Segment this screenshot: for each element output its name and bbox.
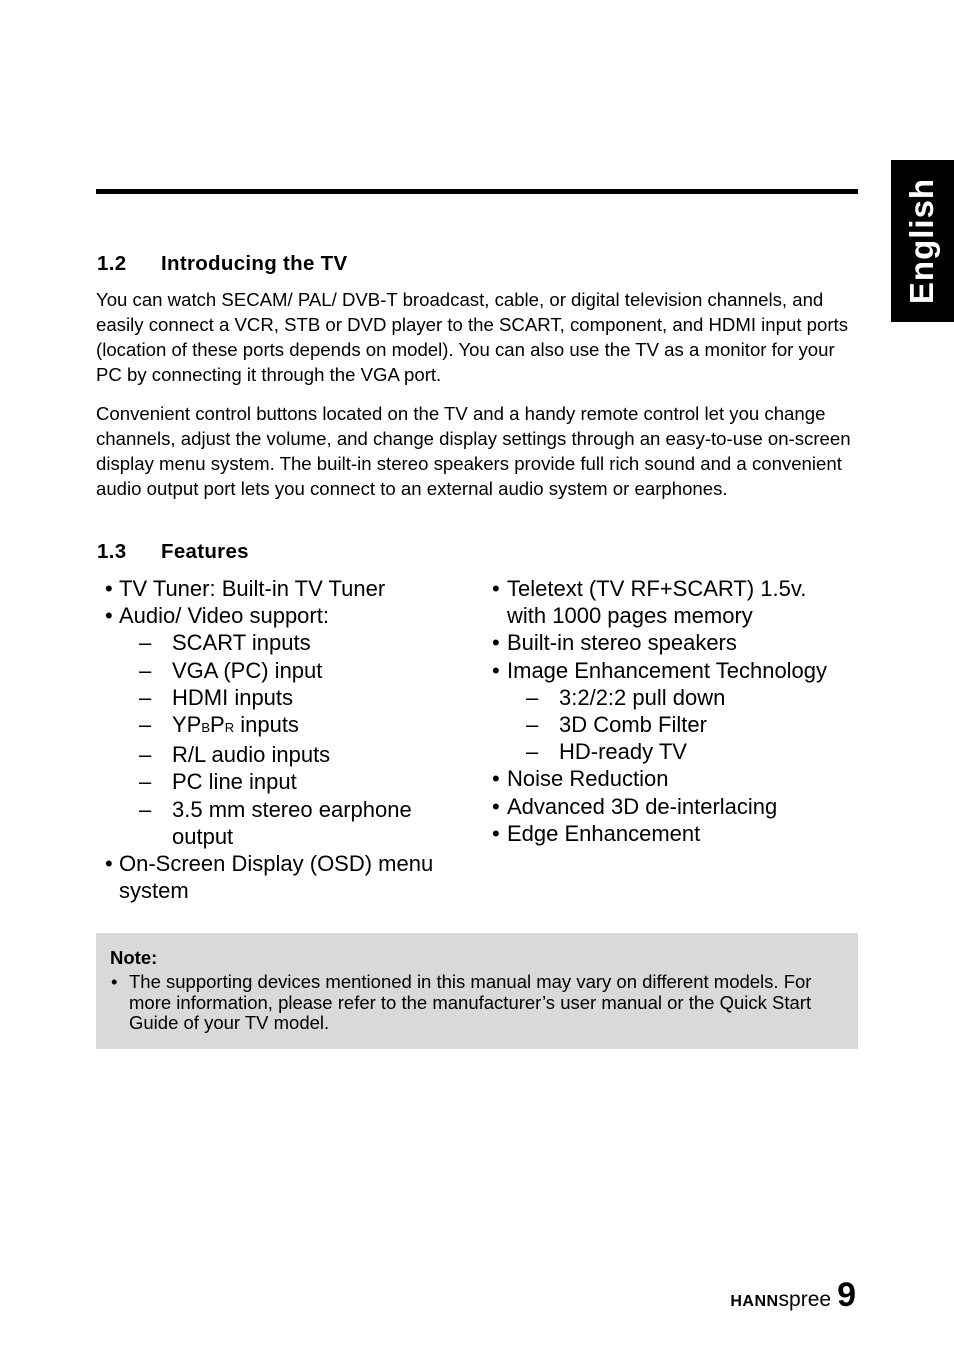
ypbpr-r: R <box>224 720 235 736</box>
language-tab <box>891 160 954 322</box>
ypbpr-b: B <box>201 720 211 736</box>
list-item: – R/L audio inputs <box>97 741 467 768</box>
list-item: • Noise Reduction <box>484 765 858 792</box>
list-item: • On-Screen Display (OSD) menu system <box>97 850 449 904</box>
features-list-right <box>484 575 858 847</box>
ypbpr-p: P <box>210 712 225 738</box>
list-item: – 3D Comb Filter <box>484 711 858 738</box>
list-item: • TV Tuner: Built-in TV Tuner <box>97 575 467 602</box>
list-item: – SCART inputs <box>97 629 467 656</box>
section-title: Introducing the TV <box>161 252 348 275</box>
list-item: • Audio/ Video support: <box>97 602 467 629</box>
list-item: • Teletext (TV RF+SCART) 1.5v. with 1000 pages memory <box>484 575 837 629</box>
page-number: 9 <box>837 1276 856 1314</box>
list-item <box>97 711 467 741</box>
section-number: 1.3 <box>97 540 127 563</box>
top-rule <box>96 189 858 194</box>
list-item: – VGA (PC) input <box>97 657 467 684</box>
section-title: Features <box>161 540 249 563</box>
list-item: • Built-in stereo speakers <box>484 629 858 656</box>
list-item: – 3.5 mm stereo earphone output <box>97 796 442 850</box>
list-item: • Image Enhancement Technology <box>484 657 858 684</box>
features-list-left <box>97 575 467 904</box>
list-item: • Advanced 3D de-interlacing <box>484 793 858 820</box>
list-item: – HDMI inputs <box>97 684 467 711</box>
section-number: 1.2 <box>97 252 127 275</box>
section-heading-intro <box>97 252 347 276</box>
intro-paragraph-2: Convenient control buttons located on the TV and a handy remote control let you change channels, adjust the volume, and change display settings through an easy-to-use on-screen display menu system. The built-in stereo speakers provide full rich sound and a convenient audio output port lets you connect to an external audio system or earphones. <box>96 403 851 499</box>
note-box <box>96 933 858 1049</box>
ypbpr-y: YP <box>172 712 202 738</box>
footer <box>730 1276 856 1315</box>
brand-logo-light: spree <box>778 1288 832 1311</box>
note-text: • The supporting devices mentioned in this manual may vary on different models. For more information, please refer to the manufacturer’s user manual or the Quick Start Guide of your TV model. <box>110 972 842 1034</box>
brand-logo-bold: HANN <box>730 1293 779 1310</box>
note-title: Note: <box>110 947 158 968</box>
list-item: • Edge Enhancement <box>484 820 858 847</box>
ypbpr-rest: inputs <box>234 712 299 738</box>
language-tab-label: English <box>903 177 941 305</box>
intro-paragraph-1: You can watch SECAM/ PAL/ DVB-T broadcast, cable, or digital television channels, and easily connect a VCR, STB or DVD player to the SCART, component, and HDMI input ports (location of these ports depends on model). You can also use the TV as a monitor for your PC by connecting it through the VGA port. <box>96 289 849 385</box>
section-heading-features <box>97 540 249 564</box>
list-item: – 3:2/2:2 pull down <box>484 684 858 711</box>
list-item: – PC line input <box>97 768 467 795</box>
list-item: – HD-ready TV <box>484 738 858 765</box>
